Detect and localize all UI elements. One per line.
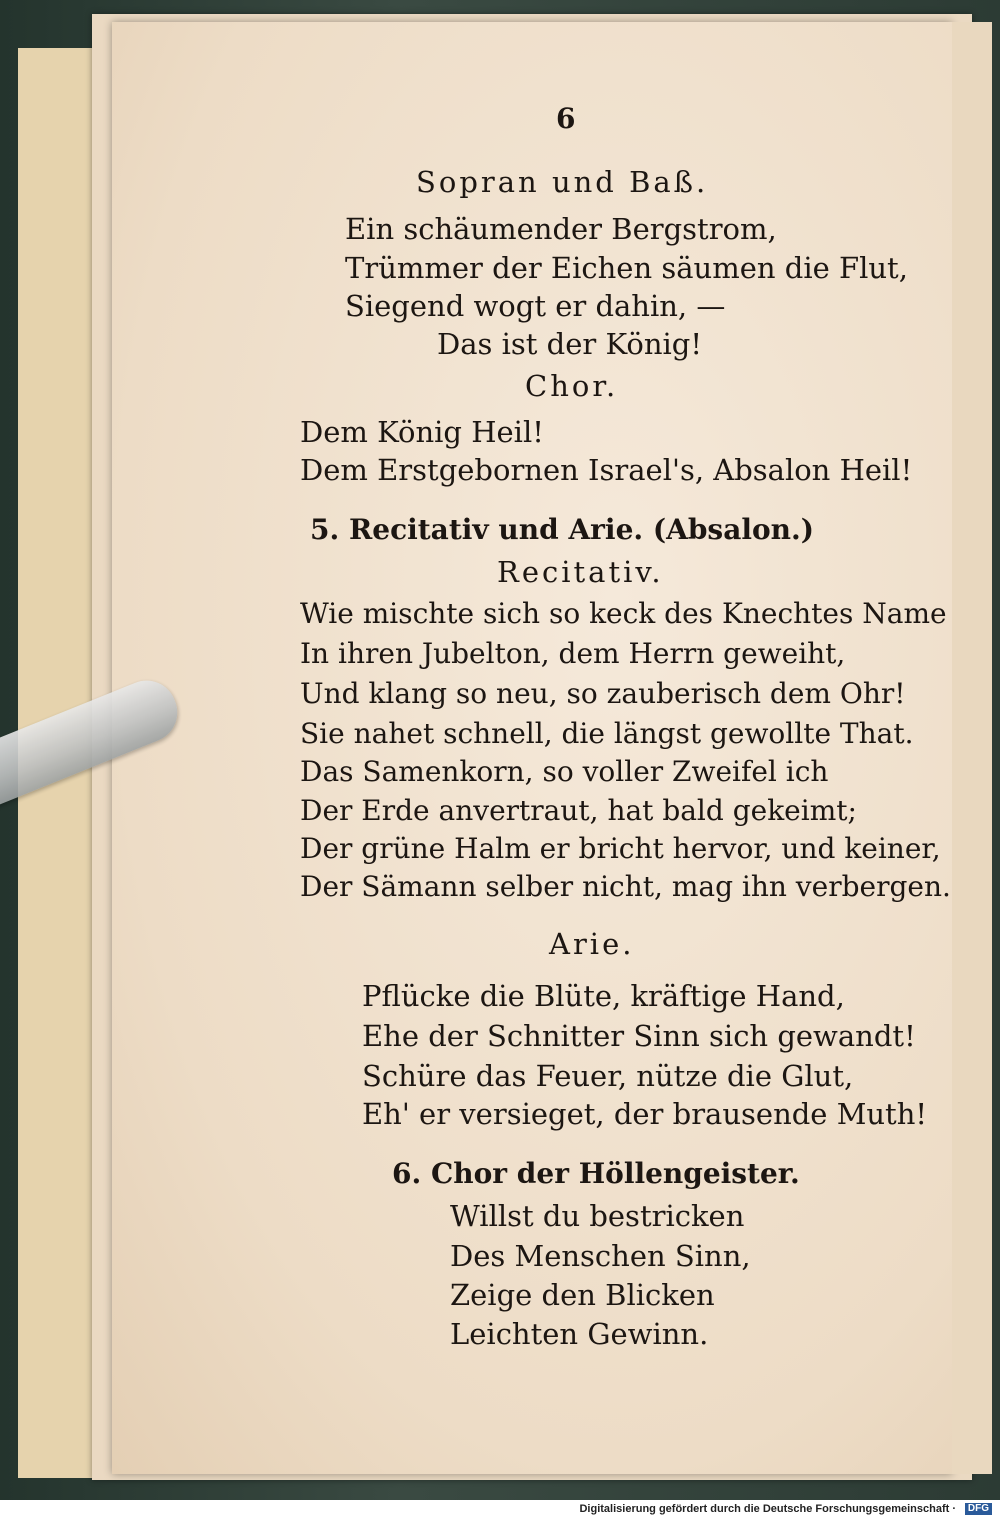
verse-line: Der grüne Halm er bricht hervor, und keiner,	[300, 832, 941, 865]
verse-line: Pflücke die Blüte, kräftige Hand,	[362, 979, 845, 1013]
page-number: 6	[556, 102, 576, 135]
facing-page-edge	[952, 22, 992, 1474]
verse-line: Der Erde anvertraut, hat bald gekeimt;	[300, 794, 857, 827]
section-title-6: 6. Chor der Höllengeister.	[392, 1157, 800, 1190]
section-title-5: 5. Recitativ und Arie. (Absalon.)	[310, 513, 814, 546]
verse-line: Sie nahet schnell, die längst gewollte That.	[300, 717, 914, 750]
verse-line: In ihren Jubelton, dem Herrn geweiht,	[300, 637, 846, 670]
verse-line: Dem Erstgebornen Israel's, Absalon Heil!	[300, 453, 913, 487]
verse-line: Schüre das Feuer, nütze die Glut,	[362, 1059, 854, 1093]
voice-heading-arie: Arie.	[549, 927, 635, 961]
verse-line: Dem König Heil!	[300, 415, 544, 449]
verse-line: Trümmer der Eichen säumen die Flut,	[345, 251, 908, 285]
verse-line: Eh' er versieget, der brausende Muth!	[362, 1097, 928, 1131]
funding-notice: Digitalisierung gefördert durch die Deutsche Forschungsgemeinschaft ·	[579, 1503, 956, 1515]
verse-line: Ein schäumender Bergstrom,	[345, 212, 777, 246]
verse-line: Der Sämann selber nicht, mag ihn verbergen.	[300, 870, 951, 903]
verse-line: Leichten Gewinn.	[450, 1317, 709, 1351]
voice-heading-sopran-bass: Sopran und Baß.	[416, 165, 709, 199]
verse-line: Siegend wogt er dahin, —	[345, 289, 726, 323]
verse-line: Zeige den Blicken	[450, 1278, 715, 1312]
verse-line: Wie mischte sich so keck des Knechtes Name	[300, 597, 947, 630]
verse-line: Und klang so neu, so zauberisch dem Ohr!	[300, 677, 906, 710]
verse-line: Des Menschen Sinn,	[450, 1239, 751, 1273]
dfg-logo: DFG	[965, 1503, 992, 1515]
verse-line: Ehe der Schnitter Sinn sich gewandt!	[362, 1019, 916, 1053]
verse-line: Das ist der König!	[437, 327, 702, 361]
voice-heading-chor: Chor.	[525, 369, 619, 403]
verse-line: Willst du bestricken	[450, 1199, 745, 1233]
verse-line: Das Samenkorn, so voller Zweifel ich	[300, 755, 829, 788]
voice-heading-recitativ: Recitativ.	[497, 555, 664, 589]
